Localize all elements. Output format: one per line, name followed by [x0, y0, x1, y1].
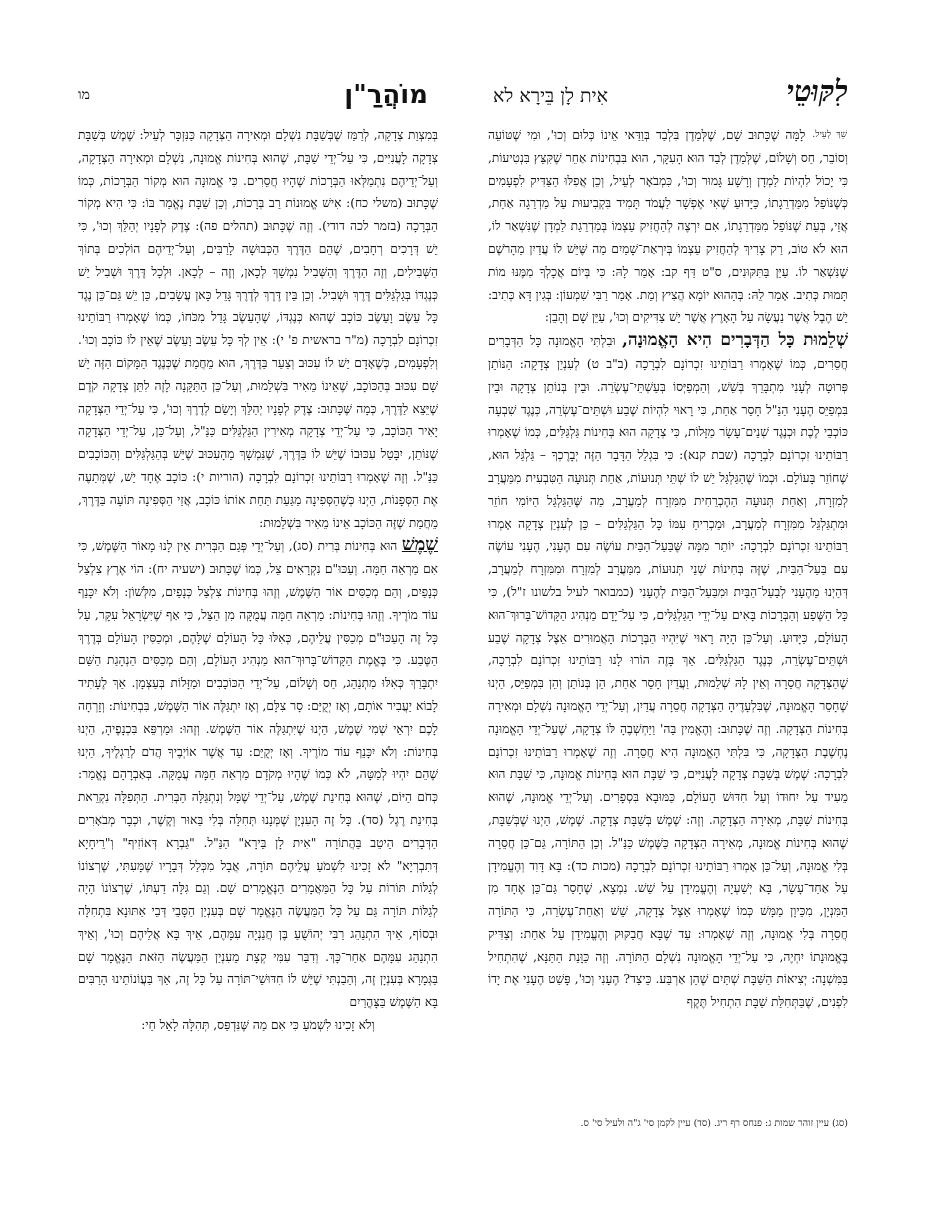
opening-word: שֶׁמֶשׁ: [401, 534, 439, 556]
paragraph: [78, 534, 438, 1014]
section-title: אִית לָן בֵּירָא לא: [493, 85, 608, 107]
author-title: מוֹהֲרַ"ן: [344, 80, 428, 110]
paragraph-text: וְלֹא זָכִינוּ לִשְׁמֹעַ כִּי אִם מַה שֶּׁנִּדְפַּס, תְּהִלָּה לָאֵל חַי:: [141, 1018, 375, 1033]
paragraph-text: בְּמִצְוַת צְדָקָה, לְרַמֵּז שֶׁבְּשַׁבָּת נִשְׁלָם וּמְאִירָה הַצְּדָקָה כַּנִּזְכָּר לְעֵיל: שֶׁמֶשׁ בְּשַׁבָּת צְדָקָה לָעֲנִיִּים, כִּי עַל־יְדֵי שַׁבָּת, שֶׁהוּא בְּחִינוֹת אֱמוּנָה, נִשְׁלָם וּמְאִירָה הַצְּדָקָה, וְעַל־יְדֵיהֶם נִתְמַלְּאוּ הַבְּרָכוֹת שֶׁהָיוּ חֲסֵרִים. כִּי אֱמוּנָה הוּא מְקוֹר הַבְּרָכוֹת, כְּמוֹ שֶׁכָּתוּב (משלי כח): אִישׁ אֱמוּנוֹת רַב בְּרָכוֹת, וְכֵן שַׁבָּת נֶאֱמַר בּוֹ: כִּי הִיא מְקוֹר הַבְּרָכָה (בזמר לכה דודי). וְזֶה שֶׁכָּתוּב (תהלים פה): צֶדֶק לְפָנָיו יְהַלֵּךְ וְכוּ', כִּי יֵשׁ דְּרָכִים רְחָבִים, שֶׁהֵם הַדֶּרֶךְ הַכְּבוּשָׁה לָרַבִּים, וְעַל־יְדֵיהֶם הוֹלְכִים בְּתוֹךְ הַשְּׁבִילִים, וְזֶה הַדֶּרֶךְ וְהַשְּׁבִיל נִמְשָׁךְ לְכָאן, וְזֶה – לְכָאן. וּלְכָל דֶּרֶךְ וּשְׁבִיל יֵשׁ כְּנֶגְדּוֹ בְּגַלְגַּלִּים דֶּרֶךְ וּשְׁבִיל. וְכֵן בֵּין דֶּרֶךְ לְדֶרֶךְ גָּדֵל כָּאן עֲשָׂבִים, כֵּן יֵשׁ גַּם־כֵּן נֶגֶד כָּל עֵשֶׂב וָעֵשֶׂב כּוֹכָב שֶׁהוּא כְּנֶגְדּוֹ, שֶׁהָעֵשֶׂב גָּדֵל מִכֹּחוֹ, כְּמוֹ שֶׁאָמְרוּ רַבּוֹתֵינוּ זִכְרוֹנָם לִבְרָכָה (מ"ר בראשית פ' י): אֵין לְךָ כָּל עֵשֶׂב וָעֵשֶׂב שֶׁאֵין לוֹ כּוֹכָב וְכוּ'. וְלִפְעָמִים, כְּשֶׁאָדָם יֵשׁ לוֹ עִכּוּב וְצַעַר בַּדֶּרֶךְ, הוּא מֵחֲמַת שֶׁכְּנֶגֶד הַמָּקוֹם הַזֶּה יֵשׁ שָׁם עִכּוּב בְּהַכּוֹכָב, שֶׁאֵינוֹ מֵאִיר בִּשְׁלֵמוּת, וְעַל־כֵּן הַתַּקָּנָה לָזֶה לִתֵּן צְדָקָה קֹדֶם שֶׁיֵּצֵא לַדֶּרֶךְ, כְּמָה שֶּׁכָּתוּב: צֶדֶק לְפָנָיו יְהַלֵּךְ וְיָשֵׂם לְדֶרֶךְ וְכוּ', כִּי עַל־יְדֵי הַצְּדָקָה יָאִיר הַכּוֹכָב, כִּי עַל־יְדֵי צְדָקָה מְאִירִין הַגַּלְגַּלִּים כַּנַּ"ל, וְעַל־כֵּן, עַל־יְדֵי הַצְּדָקָה שֶׁנּוֹתֵן, יִבָּטֵל עִכּוּבוֹ שֶׁיֵּשׁ לוֹ בַּדֶּרֶךְ, שֶׁנִּמְשָׁךְ מֵהָעִכּוּב שֶׁיֵּשׁ בְּהַגַּלְגַּלִּים וְהַכּוֹכָבִים כַּנַּ"ל. וְזֶה שֶׁאָמְרוּ רַבּוֹתֵינוּ זִכְרוֹנָם לִבְרָכָה (הוריות י): כּוֹכָב אֶחָד יֵשׁ, שֶׁמְּתַעֶה אֶת הַסְּפָנוֹת, הַיְנוּ כְּשֶׁהַסְּפִינָה מַגַּעַת תַּחַת אוֹתוֹ כּוֹכָב, אֲזַי הַסְּפִינָה תּוֹעָה בַּדֶּרֶךְ, מֵחֲמַת שֶׁזֶּה הַכּוֹכָב אֵינוֹ מֵאִיר בִּשְׁלֵמוּת:: [78, 128, 438, 530]
paragraph: [488, 329, 848, 1014]
footnotes: (סג) עיין זוהר שמות ג: פנחס רף ריג. (סד) עיין לקמן סי' ג"ה ולעיל סי' ס.: [580, 1118, 848, 1129]
right-column: [488, 124, 848, 1014]
closing-line: [78, 1014, 438, 1037]
paragraph-text: לָמָּה שֶׁכָּתוּב שָׁם, שֶׁלְּמַדֶן בִּלְבַד בְּוַדַּאי אֵינוֹ כְּלוּם וְכוּ', וּמִי שֶׁטּוֹעֵה וְסוֹבֵר, חַס וְשָׁלוֹם, שֶׁלְּמַדֶן לְבַד הוּא הָעִקָּר, הוּא בִּבְחִינוֹת אַחֵר שֶׁקִּצֵּץ בִּנְטִיעוֹת, כִּי יָכוֹל לִהְיוֹת לַמְדָן וְרָשָׁע גָּמוּר וְכוּ', כִּמְבֹאָר לְעֵיל, וְכֵן אֲפִלּוּ הַצַּדִּיק לִפְעָמִים כְּשֶׁנּוֹפֵל מִמַּדְרֵגָתוֹ, כַּיָּדוּעַ שֶׁאִי אֶפְשָׁר לַעֲמֹד תָּמִיד בִּקְבִיעוּת עַל מַדְרֵגָה אַחַת, אֲזַי, בְּעֵת שֶׁנּוֹפֵל מִמַּדְרֵגָתוֹ, אִם יִרְצֶה לְהַחֲזִיק עַצְמוֹ בְּמַדְרֵגַת לַמְדָן שֶׁנִּשְׁאַר לוֹ, הוּא לֹא טוֹב, רַק צָרִיךְ לְהַחֲזִיק עַצְמוֹ בְּיִרְאַת־שָׁמַיִם מַה שֶּׁיֵּשׁ לוֹ עֲדַיִן מֵהָרֹשֶׁם שֶׁנִּשְׁאַר לוֹ. עַיֵּן בַּתִּקּוּנִים, ס"ט דַּף קב: אָמַר לָהּ: כִּי בְּיוֹם אֲכָלְךָ מִמֶּנּוּ מוֹת תָּמוּת כְּתִיב. אָמַר לֵהּ: בְּהַהוּא יוֹמָא הֲצִיץ וְמֵת. אָמַר רַבִּי שִׁמְעוֹן: בְּגִין דָּא כְּתִיב: יֵשׁ הֶבֶל אֲשֶׁר נַעֲשָׂה עַל הָאָרֶץ אֲשֶׁר יֵשׁ צַדִּיקִים וְכוּ', עַיֵּן שָׁם וְהָבֵן:: [488, 128, 848, 325]
book-title: לִקּוּטֵי: [786, 74, 848, 108]
paragraph: [488, 124, 848, 329]
paragraph-text: וּבִלְתִּי הָאֱמוּנָה כָּל הַדְּבָרִים חֲסֵרִים, כְּמוֹ שֶׁאָמְרוּ רַבּוֹתֵינוּ זִכְרוֹנָם לִבְרָכָה (ב"ב ט) לְעִנְיַן צְדָקָה: הַנּוֹתֵן פְּרוּטָה לְעָנִי מִתְבָּרֵךְ בְּשֵׁשׁ, וְהַמְפַיְּסוֹ בְּעַשְׁתֵּי־עֶשְׂרֵה. וּבֵין בְּנוֹתֵן צְדָקָה וּבֵין בִּמְפַיֵּס הֶעָנִי הַנַּ"ל חָסֵר אַחַת, כִּי רָאוּי לִהְיוֹת שֶׁבַע וּשְׁתֵּים־עֶשְׂרֵה, כְּנֶגֶד שִׁבְעָה כּוֹכְבֵי לֶכֶת וּכְנֶגֶד שְׁנֵים־עָשָׂר מַזָּלוֹת, כִּי צְדָקָה הוּא בְּחִינוֹת גַּלְגַּלִּים, כְּמוֹ שֶׁאָמְרוּ רַבּוֹתֵינוּ זִכְרוֹנָם לִבְרָכָה (שבת קנא): כִּי בִּגְלַל הַדָּבָר הַזֶּה יְבָרֶכְךָ – גַּלְגַּל הוּא, שֶׁחוֹזֵר בָּעוֹלָם. וּכְמוֹ שֶׁהַגַּלְגַּל יֵשׁ לוֹ שְׁתֵּי תְּנוּעוֹת, אַחַת תְּנוּעָה הַטִּבְעִית מִמַּעֲרָב לְמִזְרָח, וְאַחַת תְּנוּעָה הַהֶכְרֵחִית מִמִּזְרָח לְמַעֲרָב, מַה שֶּׁהַגַּלְגַּל הַיּוֹמִי חוֹזֵר וּמִתְגַּלְגֵּל מִמִּזְרָח לְמַעֲרָב, וּמַכְרִיחַ עִמּוֹ כָּל הַגַּלְגַּלִּים – כֵּן לְעִנְיַן צְדָקָה אָמְרוּ רַבּוֹתֵינוּ זִכְרוֹנָם לִבְרָכָה: יוֹתֵר מִמָּה שֶּׁבַּעַל־הַבַּיִת עוֹשֶׂה עִם הֶעָנִי, הֶעָנִי עוֹשֶׂה עִם בַּעַל־הַבַּיִת, שֶׁזֶּה בְּחִינוֹת שְׁנֵי תְּנוּעוֹת, מִמַּעֲרָב לְמִזְרָח וּמִמִּזְרָח לְמַעֲרָב, דְּהַיְנוּ מֵהֶעָנִי לְבַעַל־הַבַּיִת וּמִבַּעַל־הַבַּיִת לְהֶעָנִי (כמבואר לעיל בלשונו ז"ל), כִּי כָּל הַשֶּׁפַע וְהַבְּרָכוֹת בָּאִים עַל־יְדֵי הַגַּלְגַּלִּים, כִּי עַל־יָדָם מַנְהִיג הַקָּדוֹשׁ־בָּרוּךְ־הוּא הָעוֹלָם, כַּיָּדוּעַ. וְעַל־כֵּן הָיָה רָאוּי שֶׁיִּהְיוּ הַבְּרָכוֹת הָאֲמוּרִים אֵצֶל צְדָקָה שֶׁבַע וּשְׁתֵּים־עֶשְׂרֵה, כְּנֶגֶד הַגַּלְגַּלִּים. אַךְ בָּזֶה הוֹרוּ לָנוּ רַבּוֹתֵינוּ זִכְרוֹנָם לִבְרָכָה, שֶׁהַצְּדָקָה חֲסֵרָה וְאֵין לָהּ שְׁלֵמוּת, וַעֲדַיִן חָסֵר אַחַת, הֵן בְּנוֹתֵן וְהֵן בִּמְפַיֵּס, הַיְנוּ שֶׁחָסֵר הָאֱמוּנָה, שֶׁבִּלְעָדֶיהָ הַצְּדָקָה חֲסֵרָה עֲדַיִן, וְעַל־יְדֵי הָאֱמוּנָה נִשְׁלָם וּמְאִירָה בְּחִינוֹת הַצְּדָקָה. וְזֶה שֶׁכָּתוּב: וְהֶאֱמִין בַּה' וַיַּחְשְׁבֶהָ לּוֹ צְדָקָה, שֶׁעַל־יְדֵי הָאֱמוּנָה נֶחְשֶׁבֶת הַצְּדָקָה, כִּי בִּלְתִּי הָאֱמוּנָה הִיא חֲסֵרָה. וְזֶה שֶׁאָמְרוּ רַבּוֹתֵינוּ זִכְרוֹנָם לִבְרָכָה: שֶׁמֶשׁ בְּשַׁבָּת צְדָקָה לָעֲנִיִּים, כִּי שַׁבָּת הוּא בְּחִינוֹת אֱמוּנָה, כִּי שַׁבָּת הוּא מֵעִיד עַל יִחוּדוֹ וְעַל חִדּוּשׁ הָעוֹלָם, כַּמּוּבָא בִּסְפָרִים. וְעַל־יְדֵי אֱמוּנָה, שֶׁהוּא בְּחִינוֹת שַׁבָּת, מְאִירָה הַצְּדָקָה. וְזֶה: שֶׁמֶשׁ בְּשַׁבָּת צְדָקָה. שֶׁמֶשׁ, הַיְנוּ שֶׁבְּשַׁבָּת, שֶׁהוּא בְּחִינוֹת אֱמוּנָה, מְאִירָה הַצְּדָקָה כַּשֶּׁמֶשׁ כַּנַּ"ל. וְכֵן הַתּוֹרָה, גַּם־כֵּן חֲסֵרָה בְּלִי אֱמוּנָה, וְעַל־כֵּן אָמְרוּ רַבּוֹתֵינוּ זִכְרוֹנָם לִבְרָכָה (מכות כד): בָּא דָּוִד וְהֶעֱמִידָן עַל אַחַד־עָשָׂר, בָּא יְשַׁעְיָה וְהֶעֱמִידָן עַל שֵׁשׁ. נִמְצָא, שֶׁחָסֵר גַּם־כֵּן אֶחָד מִן הַמִּנְיָן, מִכֵּיוָן מַמָּשׁ כְּמוֹ שֶׁאָמְרוּ אֵצֶל צְדָקָה, שֵׁשׁ וְאַחַת־עֶשְׂרֵה, כִּי הַתּוֹרָה חֲסֵרָה בְּלִי אֱמוּנָה, וְזֶה שֶׁאָמְרוּ: עַד שֶׁבָּא חֲבַקּוּק וְהֶעֱמִידָן עַל אַחַת: וְצַדִּיק בֶּאֱמוּנָתוֹ יִחְיֶה, כִּי עַל־יְדֵי הָאֱמוּנָה נִשְׁלָם הַתּוֹרָה. וְזֶה כַּוָּנַת הַתַּנָּא, שֶׁהִתְחִיל בַּמִּשְׁנָה: יְצִיאוֹת הַשַּׁבָּת שְׁתַּיִם שֶׁהֵן אַרְבַּע. כֵּיצַד? הֶעָנִי וְכוּ', פָּשַׁט הֶעָנִי אֶת יָדוֹ לִפְנִים, שֶׁבַּתְּחִלַּת שַׁבָּת הִתְחִיל תֶּקֶף: [488, 334, 848, 1010]
paragraph: [78, 124, 438, 534]
left-column: [78, 124, 438, 1037]
section-heading: שְׁלֵמוּת כָּל הַדְּבָרִים הִיא הָאֱמוּנָה,: [621, 330, 849, 351]
page-number: מו: [78, 87, 90, 103]
marginal-reference: שֵׁךְ לְעֵיל.: [812, 130, 847, 140]
paragraph-text: הוּא בְּחִינוֹת בְּרִית (סג), וְעַל־יְדֵי פְּגַם הַבְּרִית אֵין לָנוּ מָאוֹר הַשֶּׁמֶשׁ, כִּי אִם מַרְאֵה חַמָּה. וְעַכּוּ"ם נִקְרָאִים צֵל, כְּמוֹ שֶׁכָּתוּב (ישעיה יח): הוֹי אֶרֶץ צִלְצַל כְּנָפַיִם, וְהֵם מְכַסִּים אוֹר הַשֶּׁמֶשׁ, וְזֶהוּ בְּחִינוֹת צִלְצַל כְּנָפַיִם, מִלְּשׁוֹן: וְלֹא יִכָּנֵף עוֹד מוֹרֶיךָ. וְזֶהוּ בְּחִינוֹת: מַרְאֵה חַמָּה עֲמֻקָּה מִן הַצֵּל, כִּי אַף שֶׁיִּשְׂרָאֵל עִקָּר, עַל כָּל זֶה הָעַכּוּ"ם מְכַסִּין עֲלֵיהֶם, כְּאִלּוּ כָּל הָעוֹלָם שֶׁלָּהֶם, וּמְכַסִּין הָעוֹלָם בְּדֶרֶךְ הַטֶּבַע. כִּי בֶּאֱמֶת הַקָּדוֹשׁ־בָּרוּךְ־הוּא מַנְהִיג הָעוֹלָם, וְהֵם מְכַסִּים הַנְהָגַת הַשֵּׁם יִתְבָּרַךְ כְּאִלּוּ מִתְנַהֵג, חַס וְשָׁלוֹם, עַל־יְדֵי הַכּוֹכָבִים וּמַזָּלוֹת בְּעַצְמָן. אַךְ לֶעָתִיד לָבוֹא יַעֲבִיר אוֹתָם, וְאָז יְקֻיַּם: סָר צִלָּם, וְאָז יִתְגַּלֶּה אוֹר הַשֶּׁמֶשׁ, בִּבְחִינוֹת: וְזָרְחָה לָכֶם יִרְאֵי שְׁמִי שֶׁמֶשׁ, הַיְנוּ שֶׁיִּתְגַּלֶּה אוֹר הַשֶּׁמֶשׁ. וְזֶהוּ: וּמַרְפֵּא בִּכְנָפֶיהָ, הַיְנוּ בְּחִינוֹת: וְלֹא יִכָּנֵף עוֹד מוֹרֶיךָ. וְאָז יְקֻיַּם: עַד אֲשֶׁר אוֹיְבֶיךָ הֲדֹם לְרַגְלֶיךָ, הַיְנוּ שֶׁהֵם יִהְיוּ לְמַטָּה, לֹא כְּמוֹ שֶׁהָיוּ מְקֹדָם מַרְאֵה חַמָּה עֲמֻקָּה. בְּאַבְרָהָם נֶאֱמַר: כְּחֹם הַיּוֹם, שֶׁהוּא בְּחִינַת שֶׁמֶשׁ, עַל־יְדֵי שֶׁמָּל וְנִתְגַּלָּה הַבְּרִית. הַתְּפִלָּה נִקְרֵאת בְּחִינַת רֶגֶל (סד). כָּל זֶה הָעִנְיָן שֶׁמְּנָנוּ תְּחִלָּה בְּלִי בֵּאוּר וְקֶשֶׁר, וּכְבָר מְבֹאָרִים הַדְּבָרִים הֵיטֵב בַּהֲתוֹרָה "אִית לָן בֵּירָא" הַנַּ"ל. "גַּבְרָא דְּאוֹזִיף" וְ"רֵיחָיָא דְּתִבְרְיָא" לֹא זָכִינוּ לִשְׁמֹעַ עֲלֵיהֶם תּוֹרָה, אֲבָל מִכְּלַל דְּבָרָיו שֶׁמָּעִתִּי, שֶׁרְצוֹנוֹ לְגַלּוֹת תּוֹרוֹת עַל כָּל הַמַּאֲמָרִים הַנֶּאֱמָרִים שָׁם. וְגַם גִּלָּה דַעְתּוֹ, שֶׁרְצוֹנוֹ הָיָה לְגַלּוֹת תּוֹרָה גַּם עַל כָּל הַמַּעֲשֶׂה הַנֶּאֱמָר שָׁם בְּעִנְיַן הַסָּבֵי דְּבֵי אַתּוּנָא בִּתְחִלָּה וּבְסוֹף, אֵיךְ הִתְנַהֵג רַבִּי יְהוֹשֻׁעַ בֶּן חֲנַנְיָה עִמָּהֶם, אֵיךְ בָּא אֲלֵיהֶם וְכוּ', וְאֵיךְ הִתְנַהֵג עִמָּהֶם אַחַר־כָּךְ. וְדִבֵּר עִמִּי קְצָת מֵעִנְיַן הַמַּעֲשֶׂה הַזֹּאת הַנֶּאֱמָר שָׁם בַּגְּמָרָא בְּעִנְיָן זֶה, וְהֵבַנְתִּי שֶׁיֵּשׁ לוֹ חִדּוּשֵׁי־תּוֹרָה עַל כָּל זֶה, אַךְ בַּעֲוֹנוֹתֵינוּ הָרַבִּים בָּא הַשֶּׁמֶשׁ בַּצָּהֳרַיִם: [78, 539, 438, 1010]
running-header: [78, 74, 848, 110]
